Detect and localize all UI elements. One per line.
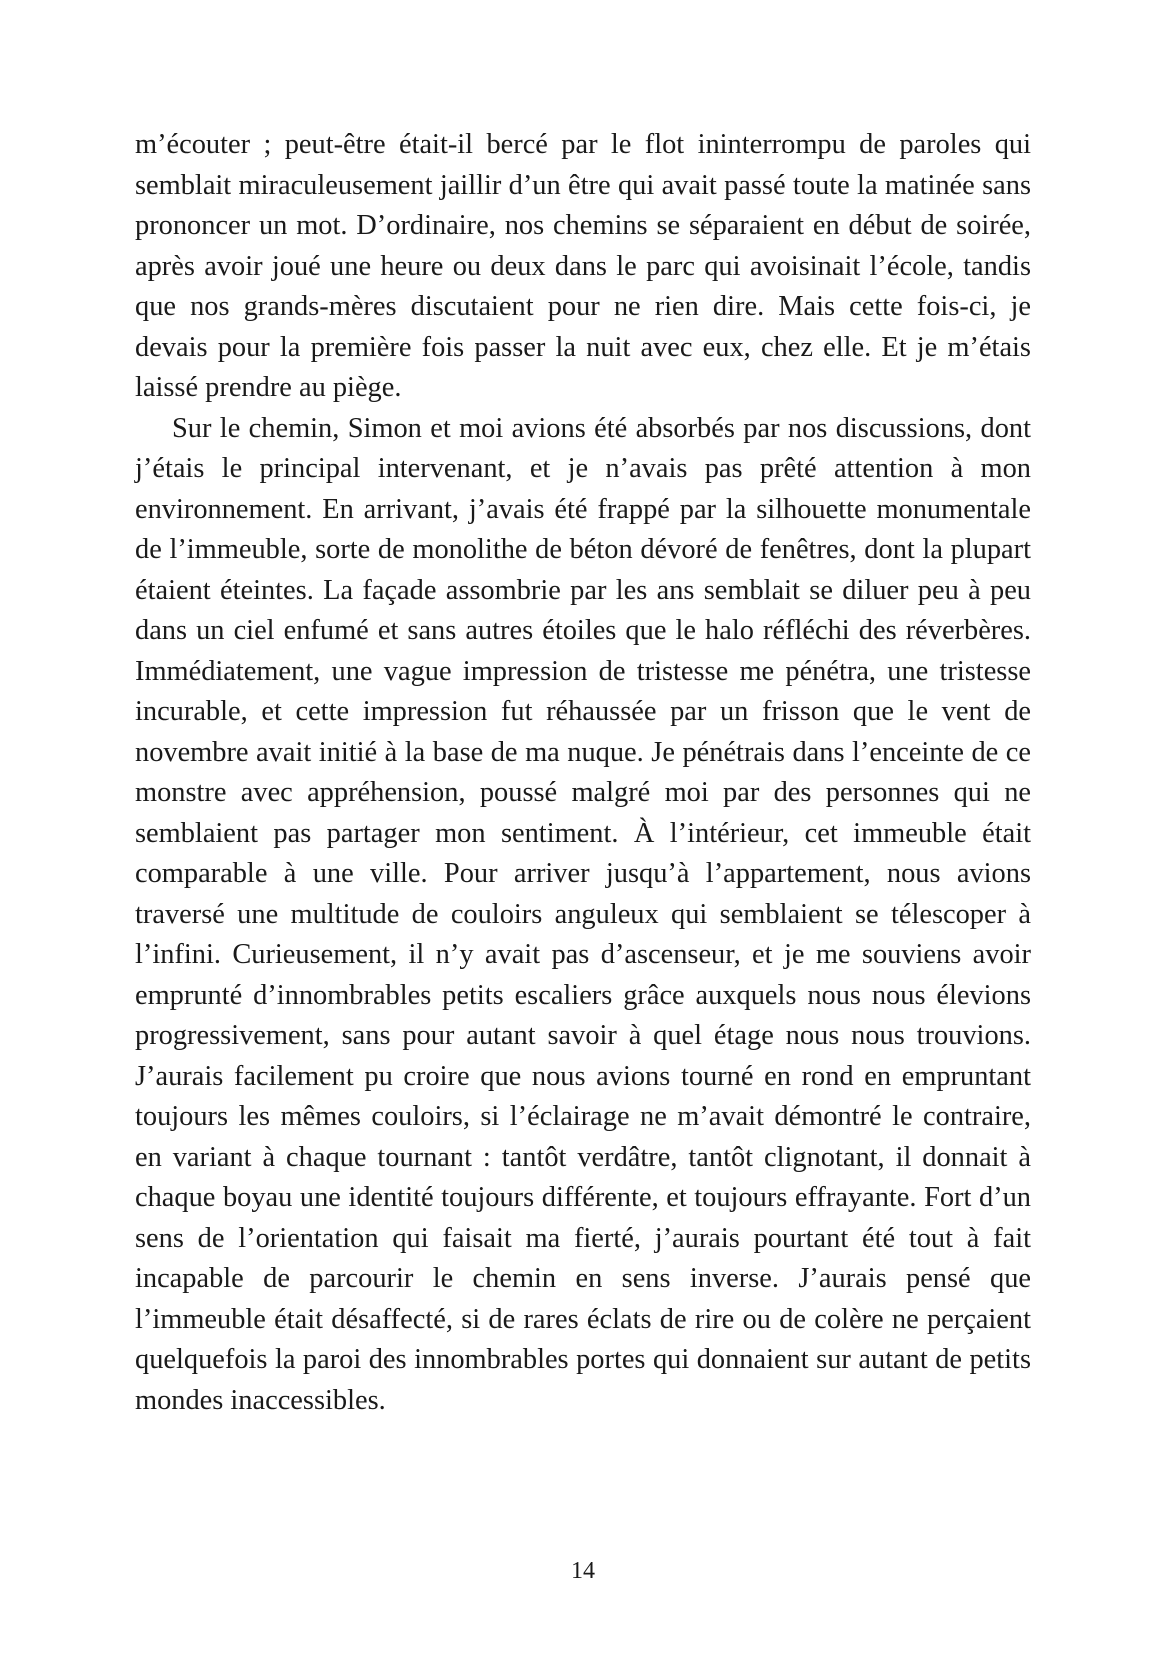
body-text <box>135 125 1031 1421</box>
paragraph-apartment-building: Sur le chemin, Simon et moi avions été absorbés par nos discussions, dont j’étais le principal intervenant, et je n’avais pas prêté attention à mon environnement. En arrivant, j’avais été frappé par la silhouette monumentale de l’immeuble, sorte de monolithe de béton dévoré de fenêtres, dont la plupart étaient éteintes. La façade assombrie par les ans semblait se diluer peu à peu dans un ciel enfumé et sans autres étoiles que le halo réfléchi des réverbères. Immédiatement, une vague impression de tristesse me pénétra, une tristesse incurable, et cette impression fut réhaussée par un frisson que le vent de novembre avait initié à la base de ma nuque. Je pénétrais dans l’enceinte de ce monstre avec appréhension, poussé malgré moi par des personnes qui ne semblaient pas partager mon sentiment. À l’intérieur, cet immeuble était comparable à une ville. Pour arriver jusqu’à l’appartement, nous avions traversé une multitude de couloirs anguleux qui semblaient se télescoper à l’infini. Curieusement, il n’y avait pas d’ascenseur, et je me souviens avoir emprunté d’innombrables petits escaliers grâce auxquels nous nous élevions progressivement, sans pour autant savoir à quel étage nous nous trouvions. J’aurais facilement pu croire que nous avions tourné en rond en empruntant toujours les mêmes couloirs, si l’éclairage ne m’avait démontré le contraire, en variant à chaque tournant : tantôt verdâtre, tantôt clignotant, il donnait à chaque boyau une identité toujours différente, et toujours effrayante. Fort d’un sens de l’orientation qui faisait ma fierté, j’aurais pourtant été tout à fait incapable de parcourir le chemin en sens inverse. J’aurais pensé que l’immeuble était désaffecté, si de rares éclats de rire ou de colère ne perçaient quelquefois la paroi des innombrables portes qui donnaient sur autant de petits mondes inaccessibles. <box>135 412 1031 1416</box>
paragraph-continuation: m’écouter ; peut-être était-il bercé par le flot ininterrompu de paroles qui semblait miraculeusement jaillir d’un être qui avait passé toute la matinée sans prononcer un mot. D’ordinaire, nos chemins se séparaient en début de soirée, après avoir joué une heure ou deux dans le parc qui avoisinait l’école, tandis que nos grands-mères discutaient pour ne rien dire. Mais cette fois-ci, je devais pour la première fois passer la nuit avec eux, chez elle. Et je m’étais laissé prendre au piège. <box>135 129 1031 403</box>
page-number: 14 <box>571 1558 595 1584</box>
